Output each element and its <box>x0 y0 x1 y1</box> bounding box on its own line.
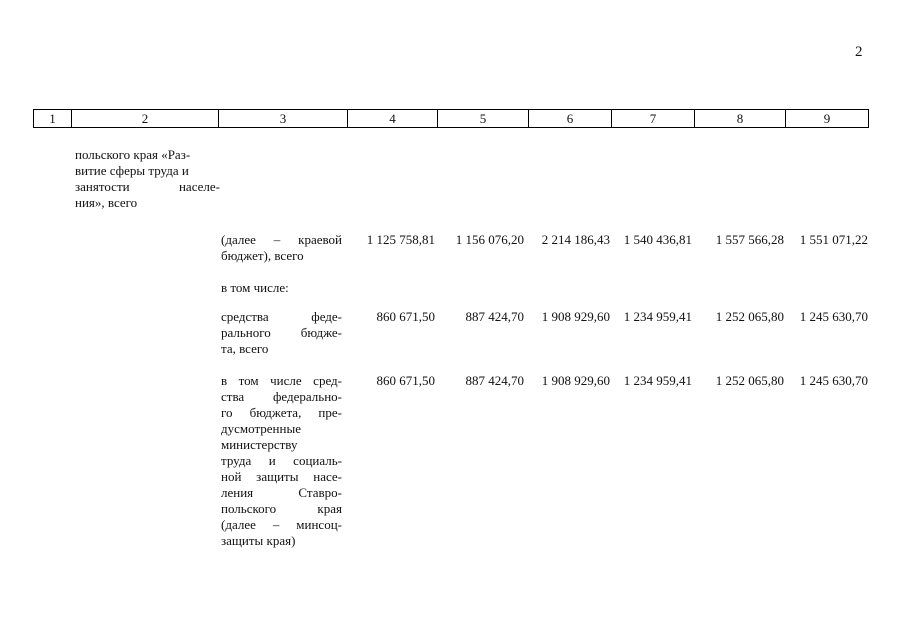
text-line: польского края <box>221 501 342 516</box>
text-line: министерству <box>221 437 298 452</box>
value-cell: 1 557 566,28 <box>715 232 784 247</box>
text-line: рального бюдже- <box>221 325 342 340</box>
value-cell: 1 551 071,22 <box>799 232 868 247</box>
text-line: дусмотренные <box>221 421 301 436</box>
row-label <box>221 373 342 549</box>
text-line: (далее – минсоц- <box>221 517 342 532</box>
value-cell: 1 252 065,80 <box>715 309 784 324</box>
text-line: защиты края) <box>221 533 296 548</box>
value-cell: 860 671,50 <box>376 309 435 324</box>
value-cell: 2 214 186,43 <box>541 232 610 247</box>
column-number: 2 <box>72 110 219 128</box>
value-cell: 1 908 929,60 <box>541 309 610 324</box>
column-number-header <box>33 109 869 128</box>
value-cell: 1 252 065,80 <box>715 373 784 388</box>
row-label <box>221 309 342 357</box>
text-line: в том числе: <box>221 280 289 295</box>
value-cell: 1 908 929,60 <box>541 373 610 388</box>
column-number: 4 <box>348 110 438 128</box>
value-cell: 1 540 436,81 <box>623 232 692 247</box>
text-line: средства феде- <box>221 309 342 324</box>
program-name-text <box>75 147 220 211</box>
text-line: ства федерально- <box>221 389 342 404</box>
text-line: (далее – краевой <box>221 232 342 247</box>
text-line: в том числе сред- <box>221 373 342 388</box>
value-cell: 1 125 758,81 <box>366 232 435 247</box>
text-line: труда и социаль- <box>221 453 342 468</box>
row-label <box>221 232 342 264</box>
column-number: 3 <box>219 110 348 128</box>
page-number: 2 <box>855 44 863 60</box>
column-number: 6 <box>529 110 612 128</box>
value-cell: 1 234 959,41 <box>623 373 692 388</box>
column-number: 5 <box>438 110 529 128</box>
value-cell: 1 245 630,70 <box>799 309 868 324</box>
text-line: та, всего <box>221 341 269 356</box>
value-cell: 887 424,70 <box>465 373 524 388</box>
column-number: 9 <box>786 110 869 128</box>
value-cell: 1 234 959,41 <box>623 309 692 324</box>
text-line: ния», всего <box>75 195 138 210</box>
text-line: ления Ставро- <box>221 485 342 500</box>
row-label <box>221 280 342 296</box>
text-line: польского края «Раз- <box>75 147 191 162</box>
text-line: го бюджета, пре- <box>221 405 342 420</box>
text-line: бюджет), всего <box>221 248 304 263</box>
value-cell: 860 671,50 <box>376 373 435 388</box>
column-number: 7 <box>612 110 695 128</box>
text-line: занятости населе- <box>75 179 220 194</box>
value-cell: 887 424,70 <box>465 309 524 324</box>
column-number: 8 <box>695 110 786 128</box>
text-line: витие сферы труда и <box>75 163 189 178</box>
column-number: 1 <box>34 110 72 128</box>
text-line: ной защиты насе- <box>221 469 342 484</box>
value-cell: 1 156 076,20 <box>455 232 524 247</box>
value-cell: 1 245 630,70 <box>799 373 868 388</box>
